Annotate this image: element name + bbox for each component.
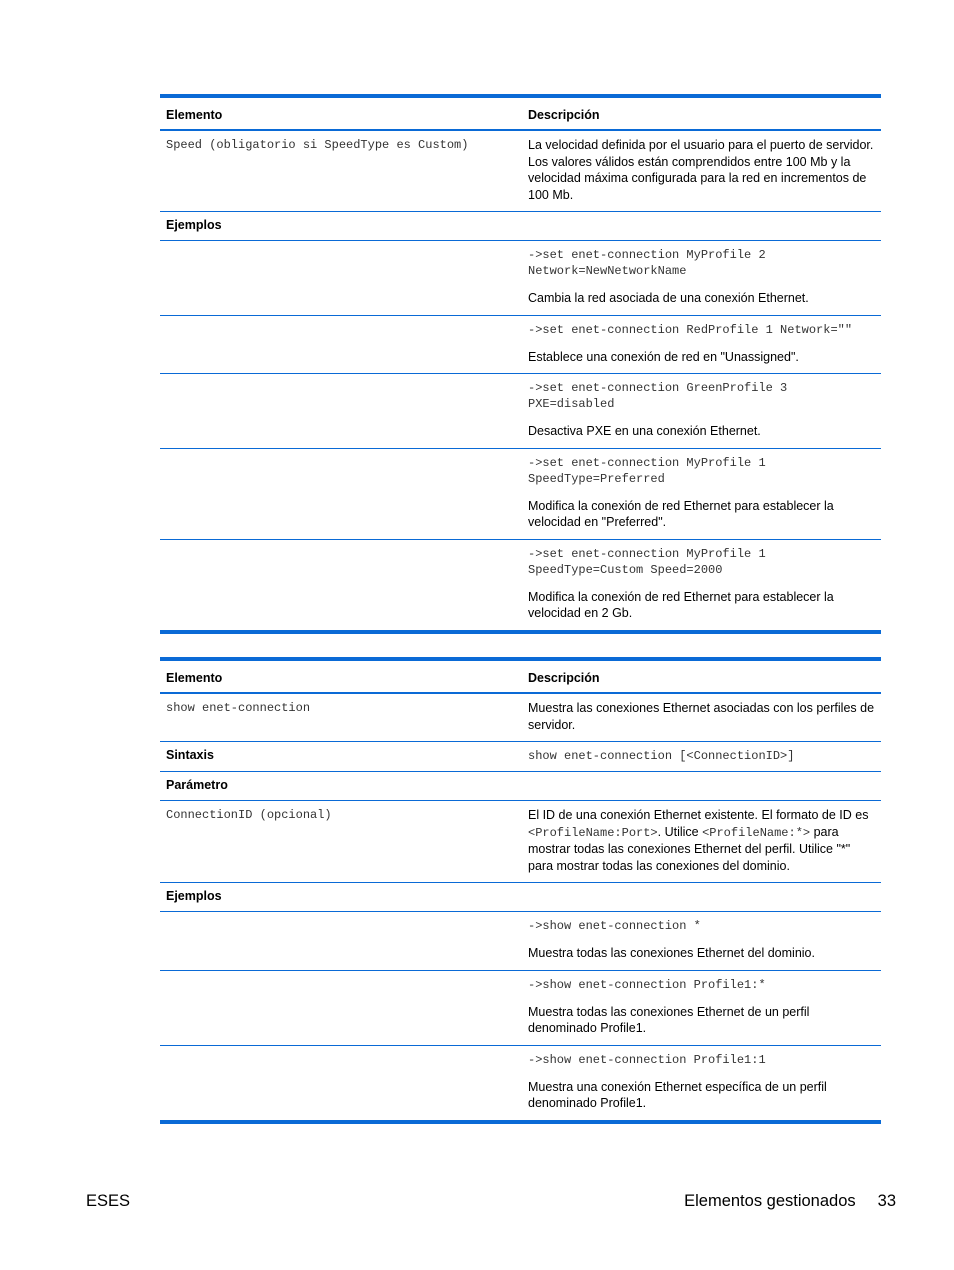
parameter-name: ConnectionID (opcional) [166, 808, 332, 822]
example-command: ->show enet-connection Profile1:* [528, 977, 766, 992]
footer-right [684, 1191, 896, 1211]
syntax-label: Sintaxis [166, 748, 214, 762]
param-desc-text: . Utilice [657, 824, 703, 839]
example-command: ->set enet-connection RedProfile 1 Network="" [528, 322, 853, 337]
table-header [160, 98, 881, 131]
syntax-value: show enet-connection [<ConnectionID>] [528, 749, 795, 763]
example-row [160, 241, 881, 316]
example-row [160, 971, 881, 1046]
example-description: Muestra todas las conexiones Ethernet del dominio. [528, 946, 815, 960]
footer-section-title: Elementos gestionados [684, 1192, 856, 1210]
example-description: Modifica la conexión de red Ethernet para establecer la velocidad en "Preferred". [528, 498, 834, 529]
example-description: Desactiva PXE en una conexión Ethernet. [528, 424, 761, 438]
example-command: ->set enet-connection GreenProfile 3 PXE=disabled [528, 381, 788, 411]
item-description: La velocidad definida por el usuario para el puerto de servidor. Los valores válidos están comprendidos entre 100 Mb y la velocidad máxima configurada para la red en incrementos de 100 Mb. [528, 138, 874, 202]
example-row [160, 912, 881, 971]
example-row [160, 540, 881, 630]
example-row [160, 1046, 881, 1120]
parameter-label-row [160, 772, 881, 801]
example-command: ->set enet-connection MyProfile 2 Network=NewNetworkName [528, 248, 766, 278]
item-name: Speed (obligatorio si SpeedType es Custom) [166, 138, 469, 152]
header-descripcion: Descripción [528, 108, 600, 122]
item-name: show enet-connection [166, 701, 311, 715]
example-description: Muestra una conexión Ethernet específica de un perfil denominado Profile1. [528, 1079, 827, 1110]
example-description: Establece una conexión de red en "Unassigned". [528, 349, 799, 364]
page-number: 33 [877, 1192, 896, 1210]
example-command: ->show enet-connection * [528, 919, 701, 933]
examples-label: Ejemplos [166, 218, 222, 232]
examples-label-row [160, 883, 881, 912]
parameter-description [521, 801, 881, 882]
example-description: Muestra todas las conexiones Ethernet de un perfil denominado Profile1. [528, 1004, 810, 1035]
example-row [160, 316, 881, 375]
example-description: Cambia la red asociada de una conexión Ethernet. [528, 291, 809, 305]
example-command: ->set enet-connection MyProfile 1 SpeedType=Custom Speed=2000 [528, 546, 766, 577]
table-header [160, 661, 881, 694]
example-description: Modifica la conexión de red Ethernet para establecer la velocidad en 2 Gb. [528, 589, 834, 620]
table-set-enet-connection [160, 94, 881, 634]
parameter-label: Parámetro [166, 778, 228, 792]
examples-label: Ejemplos [166, 889, 222, 903]
examples-label-row [160, 212, 881, 241]
item-description: Muestra las conexiones Ethernet asociadas con los perfiles de servidor. [528, 701, 875, 732]
parameter-row [160, 801, 881, 883]
example-row [160, 374, 881, 449]
header-elemento: Elemento [166, 108, 223, 122]
header-elemento: Elemento [166, 671, 223, 685]
footer-locale: ESES [86, 1192, 131, 1210]
table-row [160, 694, 881, 742]
syntax-row [160, 742, 881, 772]
param-desc-code: <ProfileName:*> [702, 825, 811, 840]
param-desc-text: para mostrar todas las conexiones Ethernet del perfil. Utilice "*" para mostrar todas las conexiones del dominio. [528, 824, 851, 873]
param-desc-code: <ProfileName:Port> [528, 825, 658, 840]
param-desc-text: El ID de una conexión Ethernet existente. El formato de ID es [528, 808, 869, 822]
header-descripcion: Descripción [528, 671, 600, 685]
table-row [160, 131, 881, 212]
example-command: ->show enet-connection Profile1:1 [528, 1052, 766, 1067]
example-command: ->set enet-connection MyProfile 1 SpeedType=Preferred [528, 455, 766, 486]
table-show-enet-connection [160, 657, 881, 1124]
example-row [160, 449, 881, 540]
